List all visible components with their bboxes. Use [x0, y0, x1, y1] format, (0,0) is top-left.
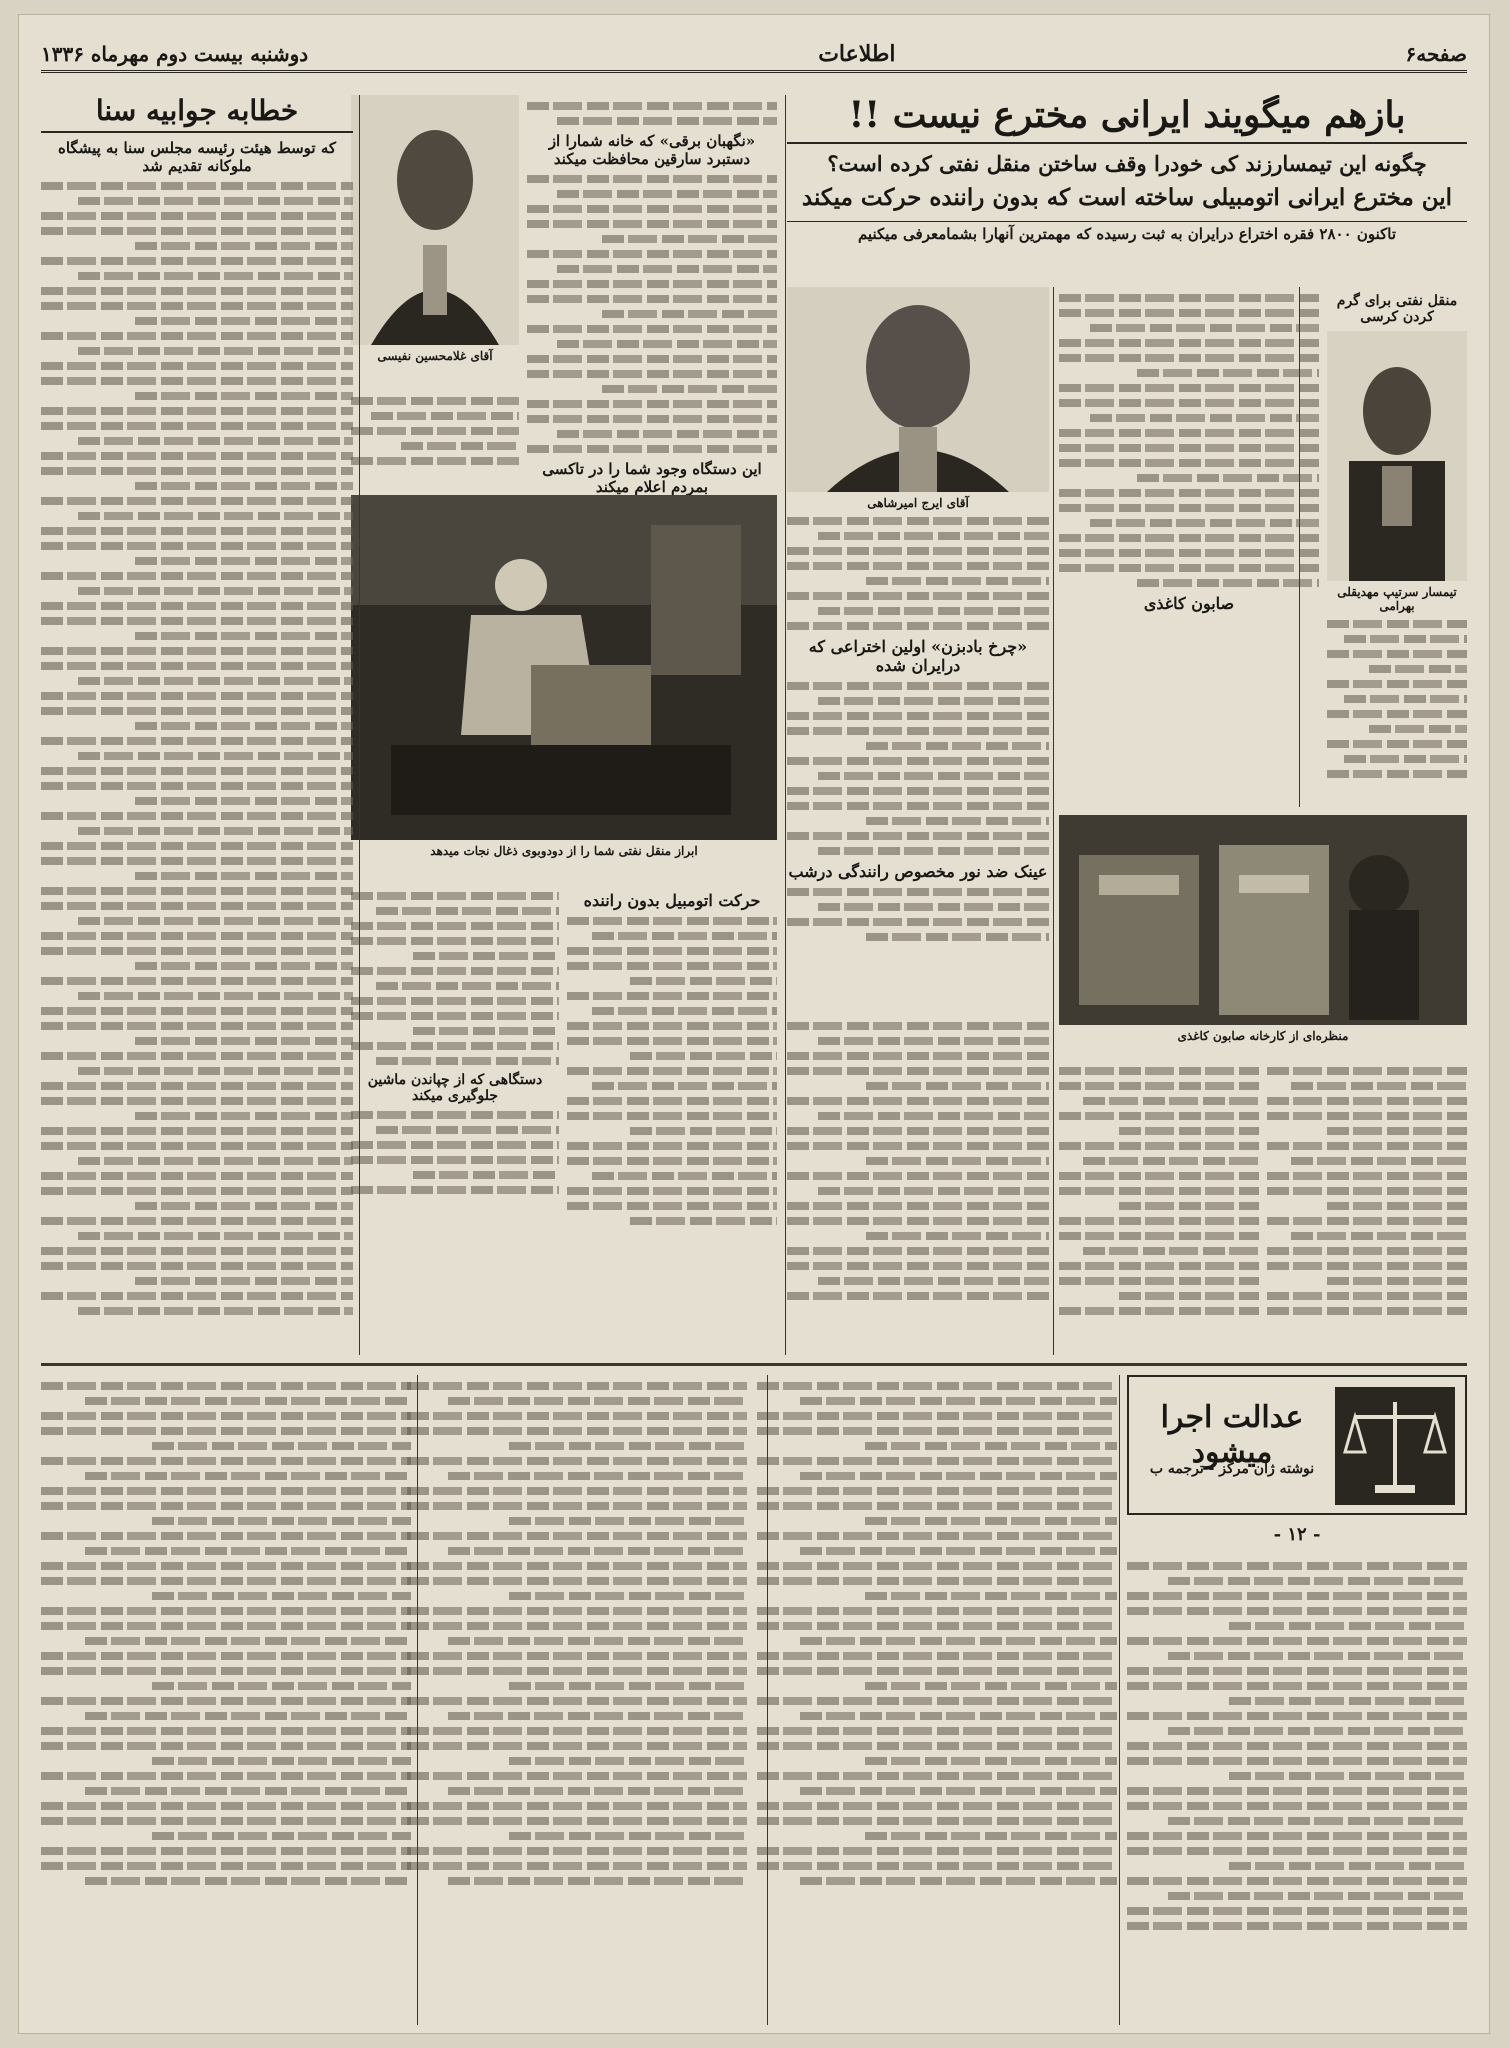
theft-article-col — [351, 885, 559, 1355]
column-rule — [417, 1375, 418, 2025]
guard-article-col — [527, 95, 777, 495]
side-article-col — [1327, 287, 1467, 807]
car-article-col — [567, 885, 777, 1355]
main-article-body-3 — [787, 517, 1049, 630]
main-headline: بازهم میگویند ایرانی مخترع نیست !! — [787, 95, 1467, 144]
court-byline: نوشته ژان مرکز - ترجمه ب — [1149, 1461, 1315, 1477]
court-col-1 — [1127, 1555, 1467, 2025]
page-number: صفحه۶ — [1405, 41, 1467, 66]
section-fan-heading: «چرخ بادبزن» اولین اختراعی که درایران شده — [808, 637, 1028, 675]
photo-caption-amirshahi: آقای ایرج امیرشاهی — [867, 496, 969, 510]
column-rule — [1299, 287, 1300, 807]
court-episode-number: - ۱۲ - — [1273, 1524, 1321, 1545]
side-article-body — [1327, 620, 1467, 778]
column-rule — [785, 95, 786, 1355]
column-rule — [767, 1375, 768, 2025]
workshop-photo — [351, 495, 777, 840]
scales-of-justice-icon — [1335, 1387, 1455, 1505]
court-title-box — [1127, 1375, 1467, 1515]
workshop-photo-block — [351, 495, 777, 875]
main-article-col-4 — [1267, 1060, 1467, 1355]
portrait-photo-amirshahi — [787, 287, 1049, 492]
car-heading: حرکت اتومبیل بدون راننده — [583, 891, 761, 910]
senate-subhead: که توسط هیئت رئیسه مجلس سنا به پیشگاه ملوکانه تقدیم شد — [57, 139, 336, 176]
column-rule — [1053, 287, 1054, 1355]
main-strap: تاکنون ۲۸۰۰ فقره اختراع درایران به ثبت رسیده که مهمترین آنهارا بشمامعرفی میکنیم — [787, 221, 1467, 243]
section-glass-heading: عینک ضد نور مخصوص رانندگی درشب — [788, 862, 1048, 881]
photo-caption-nafisi: آقای غلامحسین نفیسی — [377, 349, 493, 363]
nafisi-text — [351, 390, 519, 490]
theft-heading: دستگاهی که از چپاندن ماشین جلوگیری میکند — [367, 1072, 543, 1104]
guard-headline: «نگهبان برقی» که خانه شمارا از دستبرد سارقین محافظت میکند — [548, 132, 756, 168]
section-divider — [41, 1363, 1467, 1366]
radio-heading: این دستگاه وجود شما را در تاکسی بمردم اعلام میکند — [542, 460, 762, 495]
court-col-2 — [757, 1375, 1117, 2025]
masthead — [41, 37, 1467, 73]
main-headline-block — [787, 95, 1467, 285]
factory-photo-caption: منظره‌ای از کارخانه صابون کاغذی — [1177, 1029, 1349, 1043]
senate-headline: خطابه جوابیه سنا — [41, 95, 353, 133]
issue-date: دوشنبه بیست دوم مهرماه ۱۳۳۶ — [41, 41, 309, 66]
column-rule — [359, 95, 360, 1355]
court-title: عدالت اجرا میشود — [1160, 1400, 1304, 1470]
portrait-photo-general — [1327, 331, 1467, 581]
main-article-body-2 — [1059, 294, 1319, 587]
workshop-photo-caption: ابراز منقل نفتی شما را از دودوبوی ذغال نجات میدهد — [430, 844, 698, 858]
main-article-col-2 — [1059, 287, 1319, 807]
column-rule — [1119, 1375, 1120, 2025]
senate-article-col — [41, 95, 353, 1355]
court-col-3 — [407, 1375, 747, 2025]
paper-name: اطلاعات — [818, 40, 896, 67]
main-subhead-1: چگونه این تیمسارزند کی خودرا وقف ساختن منقل نفتی کرده است؟ — [827, 151, 1427, 177]
main-article-col-5 — [1059, 1060, 1259, 1355]
side-article-title: منقل نفتی برای گرم کردن کرسی — [1336, 293, 1458, 325]
factory-photo — [1059, 815, 1467, 1025]
main-subhead-2: این مخترع ایرانی اتومبیلی ساخته است که بدون راننده حرکت میکند — [801, 183, 1453, 211]
section-soap-heading: صابون کاغذی — [1143, 594, 1235, 613]
court-col-4 — [41, 1375, 411, 2025]
newspaper-page — [18, 14, 1490, 2034]
photo-caption-general: تیمسار سرتیپ مهدیقلی بهرامی — [1337, 585, 1457, 613]
senate-body — [41, 182, 353, 1315]
main-article-col-3 — [787, 287, 1049, 1007]
portrait-photo-nafisi — [351, 95, 519, 345]
main-article-col-6 — [787, 1015, 1049, 1355]
nafisi-photo-block — [351, 95, 519, 385]
factory-photo-block — [1059, 815, 1467, 1055]
